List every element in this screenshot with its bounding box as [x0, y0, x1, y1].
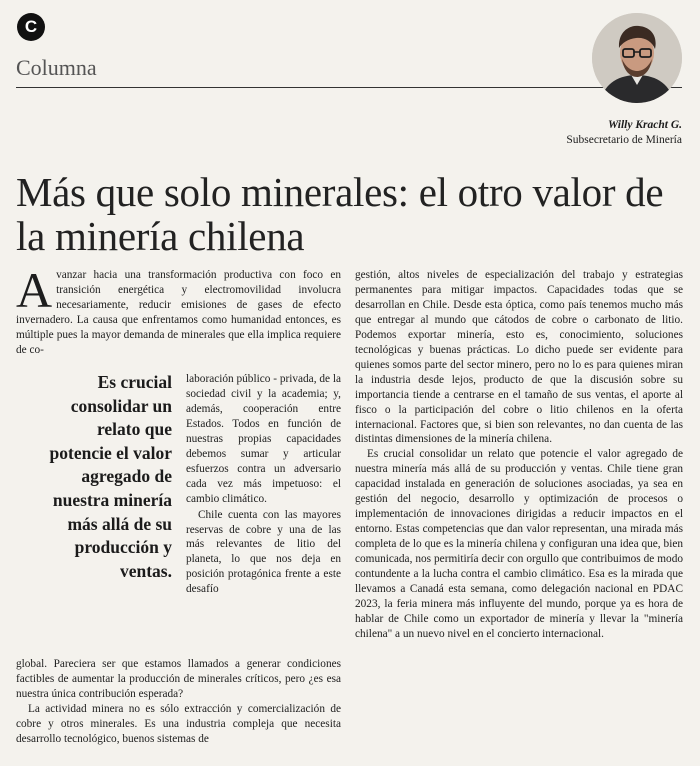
- column-2: [355, 268, 683, 642]
- section-badge: C: [17, 13, 45, 41]
- column-2-paragraph-2: Es crucial consolidar un relato que potencie el valor agregado de nuestra minería más allá de su producción y ventas. Chile tiene gran capacidad instalada en generación de soluciones asociadas, ya sea en gestión del negocio, desarrollo y optimización de procesos o implementación de innovaciones dirigidas a reducir impactos en el entorno. Estas competencias que dan valor representan, una mirada más completa de lo que es la minería chilena y configuran una idea que, bien comunicada, nos permitiría decir con orgullo que contribuimos de modo contundente a la lucha contra el cambio climático. Esa es la mirada que llevamos a Canadá esta semana, como delegación nacional en PDAC 2023, la feria minera más influyente del mundo, porque ya es hora de hablar de Chile como un exportador de minería y llevar la "minería chilena" a un nuevo nivel en el concierto internacional.: [355, 448, 683, 640]
- column-2-paragraph-1: gestión, altos niveles de especialización del trabajo y estrategias permanentes para mitigar impactos. Capacidades todas que se desarrollan en Chile. Desde esta óptica, como país tenemos mucho más que entregar al mundo que cátodos de cobre o carbonato de litio. Podemos exportar minería, esto es, conocimiento, soluciones tecnológicas y buenas prácticas. Lo dicho puede ser evidente para quienes somos parte del sector minero, pero no lo es para quienes miran la industria desde lejos, producto de que la discusión sobre su importancia tiende a centrarse en el tamaño de sus ventas, el aporte al fisco o la participación del cobre o litio chilenos en la oferta internacional. Factores que, si bien son relevantes, no dan cuenta de las distintas dimensiones de la minería chilena.: [355, 269, 683, 446]
- column-1-top: [16, 262, 341, 358]
- author-role: Subsecretario de Minería: [566, 134, 682, 146]
- bottom-paragraph: La actividad minera no es sólo extracción y comercialización de cobre y otros minerales. Es una industria compleja que necesita desarrollo tecnológico, buenos sistemas de: [16, 702, 341, 745]
- author-name: Willy Kracht G.: [607, 119, 682, 131]
- portrait-photo-icon: [592, 13, 682, 103]
- lead-text: vanzar hacia una transformación productiva con foco en transición energética y electromovilidad involucra necesariamente, reducir emisiones de gases de efecto invernadero. La causa que enfrentamos como humanidad entonces, es múltiple pues la mayor demanda de minerales que ella implica requiere de co-: [16, 269, 341, 356]
- column-1-bottom: [16, 657, 341, 747]
- author-byline: [566, 118, 682, 148]
- bottom-continuation: global. Pareciera ser que estamos llamados a generar condiciones factibles de aumentar la producción de minerales críticos, pero ¿es esa nuestra única contribución esperada?: [16, 658, 341, 700]
- middle-paragraph-1: laboración público - privada, de la sociedad civil y la academia; y, además, cooperación entre Estados. Todos en función de nuestras propias capacidades debemos sumar y articular esfuerzos contra un adversario cada vez más impetuoso: el cambio climático.: [186, 373, 341, 505]
- lead-paragraph: [16, 262, 341, 358]
- middle-paragraph-2: Chile cuenta con las mayores reservas de cobre y una de las más relevantes de litio del planeta, lo que nos deja en posición protagónica frente a este desafío: [186, 508, 341, 596]
- headline: Más que solo minerales: el otro valor de la minería chilena: [16, 169, 664, 259]
- section-name: Columna: [16, 55, 97, 80]
- pull-quote: Es crucial consolidar un relato que potencie el valor agregado de nuestra minería más allá de su producción y ventas.: [49, 372, 172, 581]
- column-1-middle: [186, 372, 341, 597]
- author-photo: [592, 13, 682, 103]
- drop-cap: A: [16, 262, 53, 318]
- section-rule: [16, 87, 682, 88]
